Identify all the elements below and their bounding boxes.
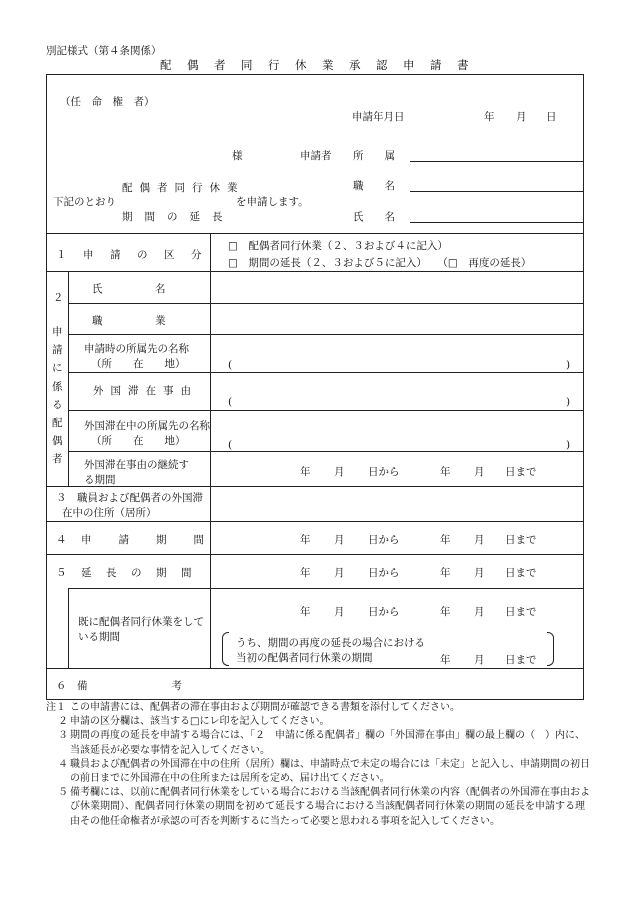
- to-month: 月: [474, 466, 485, 478]
- applicant-label: 申請者: [300, 150, 332, 162]
- date-month: 月: [516, 111, 527, 123]
- r2-inner-divider: [68, 271, 69, 486]
- date-year: 年: [484, 111, 495, 123]
- dept-label: 所 属: [353, 150, 395, 162]
- continue-label-1: 外国滞在事由の継続す: [84, 459, 189, 471]
- reason-paren-open: (: [228, 396, 233, 408]
- within-label-2: 当初の配偶者同行休業の期間: [236, 652, 373, 664]
- frame-left: [46, 74, 47, 700]
- to-day: 日まで: [505, 466, 537, 478]
- r4-label: ４ 申 請 期 間: [56, 534, 206, 546]
- r1-label: １ 申 請 の 区 分: [56, 249, 205, 261]
- col-divider: [210, 233, 211, 668]
- to-month: 月: [474, 567, 485, 579]
- r5-inner-divider: [68, 588, 69, 668]
- affil-label-2: （所 在 地）: [91, 358, 186, 370]
- rule-affil-bottom: [68, 372, 583, 373]
- reason-paren-close: ): [566, 396, 571, 408]
- note-item: ４ 職員および配偶者の外国滞在中の住所（居所）欄は、申請時点で未定の場合には「未定」と記入し、申請期間の初日の前日までに外国滞在中の住所または居所を定め、届け出てください。: [58, 758, 590, 785]
- r1-option-extension[interactable]: □ 期間の延長（２、３および５に記入） （□ 再度の延長）: [228, 257, 532, 269]
- note-item: ２ 申請の区分欄は、該当する□にレ印を記入してください。: [58, 716, 330, 728]
- rule-name-bottom: [68, 303, 583, 304]
- position-label: 職 名: [353, 180, 395, 192]
- foreign-affil-label-2: （所 在 地）: [91, 435, 186, 447]
- rule-extension-bottom: [68, 588, 583, 589]
- date-day: 日: [546, 111, 557, 123]
- request-suffix: を申請します。: [236, 196, 309, 208]
- foreign-affil-paren-close: ): [566, 439, 571, 451]
- to-year: 年: [440, 606, 451, 618]
- r6-label: ６ 備 考: [56, 680, 182, 692]
- prev-label-1: 既に配偶者同行休業をして: [78, 616, 204, 628]
- within-bracket-right: [547, 632, 554, 666]
- to-year: 年: [440, 466, 451, 478]
- affil-paren-open: (: [228, 359, 233, 371]
- from-year: 年: [300, 534, 311, 546]
- from-year: 年: [300, 606, 311, 618]
- to-day: 日まで: [505, 534, 537, 546]
- note-item: 注１ この申請書には、配偶者の滞在事由および期間が確認できる書類を添付してください。: [46, 702, 460, 713]
- rule-foreign-affil-bottom: [68, 451, 583, 452]
- from-month: 月: [334, 466, 345, 478]
- form-label: 別記様式（第４条関係）: [46, 45, 162, 57]
- rule-job-bottom: [68, 334, 583, 335]
- from-month: 月: [334, 534, 345, 546]
- from-month: 月: [334, 606, 345, 618]
- request-option-extension: 期間の延長: [122, 211, 235, 223]
- rule-r6-top: [46, 668, 584, 669]
- to-year: 年: [440, 534, 451, 546]
- rule-foreign-reason-bottom: [68, 410, 583, 411]
- foreign-affil-label-1: 外国滞在中の所属先の名称: [84, 420, 210, 432]
- to-month: 月: [474, 534, 485, 546]
- authority-label: （任 命 権 者）: [60, 96, 155, 108]
- within-label-1: うち、期間の再度の延長の場合における: [236, 637, 425, 649]
- position-field[interactable]: [410, 191, 583, 192]
- to-year: 年: [440, 567, 451, 579]
- r3-label-1: ３ 職員および配偶者の外国滞: [56, 492, 203, 504]
- sama-label: 様: [232, 150, 243, 162]
- foreign-reason-label: 外国滞在事由: [93, 385, 198, 397]
- rule-r1-top: [46, 233, 584, 234]
- to-day: 日まで: [505, 606, 537, 618]
- r3-label-2: 在中の住所（居所）: [62, 507, 157, 519]
- r2-vertical-label: 申 請 に 係 る 配 偶 者: [52, 326, 63, 466]
- notes: [46, 701, 591, 829]
- from-year: 年: [300, 466, 311, 478]
- r2-number: ２: [53, 292, 64, 304]
- from-month: 月: [334, 567, 345, 579]
- note-item: ３ 期間の再度の延長を申請する場合には、「２ 申請に係る配偶者」欄の「外国滞在事由」欄の最上欄の（ ）内に、当該延長が必要な事情を記入してください。: [58, 730, 585, 756]
- rule-r4-top: [46, 521, 584, 522]
- r5-label: ５ 延 長 の 期 間: [56, 567, 194, 579]
- from-day: 日から: [368, 606, 400, 618]
- form-title: 配偶者同行休業承認申請書: [160, 58, 484, 72]
- dept-field[interactable]: [410, 161, 583, 162]
- note-item: ５ 備考欄には、以前に配偶者同行休業をしている場合における当該配偶者同行休業の内容（配偶者の外国滞在事由および休業期間）、配偶者同行休業の期間を初めて延長する場合における当該配偶者同行休業の期間の延長を申請する理由その他任命権者が承認の可否を判断するに当たって必要と思われる事項を記入してください。: [58, 787, 590, 827]
- r1-option-leave[interactable]: □ 配偶者同行休業（２、３および４に記入）: [228, 240, 448, 252]
- to-month: 月: [474, 606, 485, 618]
- date-label: 申請年月日: [352, 111, 405, 123]
- from-day: 日から: [368, 466, 400, 478]
- affil-paren-close: ): [566, 359, 571, 371]
- prev-label-2: いる期間: [78, 631, 120, 643]
- frame-bottom: [46, 699, 584, 700]
- to-year: 年: [440, 654, 451, 666]
- spouse-job-label: 職 業: [92, 315, 166, 327]
- from-day: 日から: [368, 567, 400, 579]
- to-day: 日まで: [505, 567, 537, 579]
- frame-right: [583, 74, 584, 700]
- rule-r3-top: [46, 486, 584, 487]
- name-field[interactable]: [410, 222, 583, 223]
- from-year: 年: [300, 567, 311, 579]
- request-prefix: 下記のとおり: [53, 196, 116, 208]
- spouse-name-label: 氏 名: [92, 283, 166, 295]
- to-day: 日まで: [505, 654, 537, 666]
- to-month: 月: [474, 654, 485, 666]
- rule-r5-top: [46, 554, 584, 555]
- rule-r2-top: [46, 271, 584, 272]
- request-option-leave: 配偶者同行休業: [122, 182, 245, 194]
- affil-label-1: 申請時の所属先の名称: [84, 343, 189, 355]
- from-day: 日から: [368, 534, 400, 546]
- continue-label-2: る期間: [84, 474, 116, 486]
- within-bracket-left: [222, 632, 229, 666]
- frame-top: [46, 74, 584, 75]
- name-label: 氏 名: [353, 211, 395, 223]
- foreign-affil-paren-open: (: [228, 439, 233, 451]
